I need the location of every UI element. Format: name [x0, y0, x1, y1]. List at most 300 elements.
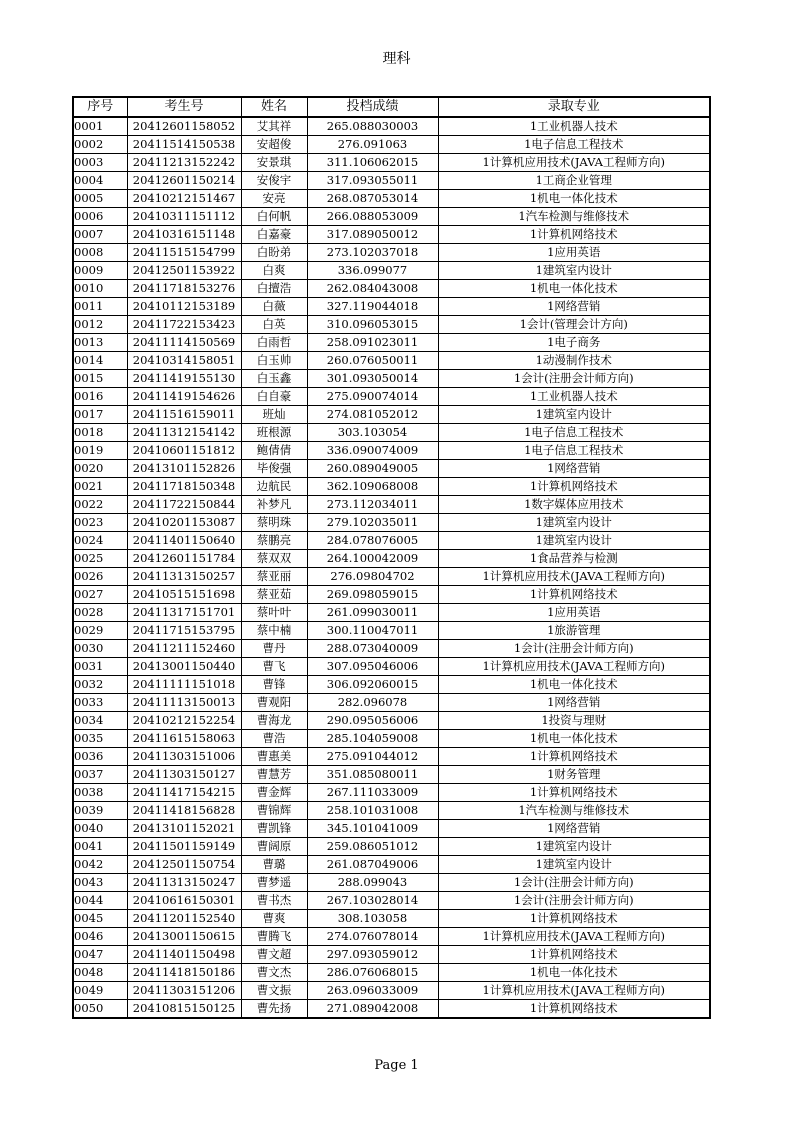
- cell-name: 白何帆: [241, 208, 307, 226]
- cell-major: 1电子信息工程技术: [438, 136, 710, 154]
- cell-name: 白擅浩: [241, 280, 307, 298]
- cell-name: 白盼弟: [241, 244, 307, 262]
- table-row: [73, 442, 710, 460]
- cell-exam-id: 20411718153276: [127, 280, 241, 298]
- cell-exam-id: 20412601158052: [127, 117, 241, 136]
- table-row: [73, 892, 710, 910]
- cell-name: 曹文杰: [241, 964, 307, 982]
- cell-exam-id: 20411419155130: [127, 370, 241, 388]
- cell-seq: 0034: [73, 712, 127, 730]
- admission-table: [72, 96, 711, 1019]
- cell-major: 1计算机应用技术(JAVA工程师方向): [438, 154, 710, 172]
- table-row: [73, 316, 710, 334]
- table-row: [73, 117, 710, 136]
- cell-name: 安超俊: [241, 136, 307, 154]
- cell-seq: 0001: [73, 117, 127, 136]
- cell-major: 1机电一体化技术: [438, 730, 710, 748]
- cell-seq: 0036: [73, 748, 127, 766]
- table-row: [73, 496, 710, 514]
- cell-score: 307.095046006: [307, 658, 438, 676]
- cell-score: 301.093050014: [307, 370, 438, 388]
- cell-name: 曹锦辉: [241, 802, 307, 820]
- table-body: [73, 117, 710, 1018]
- table-row: [73, 406, 710, 424]
- cell-seq: 0008: [73, 244, 127, 262]
- cell-major: 1计算机应用技术(JAVA工程师方向): [438, 982, 710, 1000]
- cell-exam-id: 20413001150440: [127, 658, 241, 676]
- table-row: [73, 478, 710, 496]
- cell-major: 1网络营销: [438, 460, 710, 478]
- cell-score: 286.076068015: [307, 964, 438, 982]
- cell-major: 1计算机网络技术: [438, 748, 710, 766]
- cell-exam-id: 20411317151701: [127, 604, 241, 622]
- cell-score: 264.100042009: [307, 550, 438, 568]
- table-row: [73, 172, 710, 190]
- cell-score: 336.099077: [307, 262, 438, 280]
- cell-exam-id: 20410112153189: [127, 298, 241, 316]
- table-row: [73, 982, 710, 1000]
- cell-major: 1建筑室内设计: [438, 406, 710, 424]
- table-row: [73, 622, 710, 640]
- cell-major: 1机电一体化技术: [438, 190, 710, 208]
- cell-seq: 0038: [73, 784, 127, 802]
- cell-seq: 0006: [73, 208, 127, 226]
- cell-major: 1财务管理: [438, 766, 710, 784]
- cell-seq: 0010: [73, 280, 127, 298]
- table-row: [73, 838, 710, 856]
- cell-seq: 0048: [73, 964, 127, 982]
- cell-seq: 0049: [73, 982, 127, 1000]
- cell-major: 1机电一体化技术: [438, 964, 710, 982]
- cell-major: 1机电一体化技术: [438, 280, 710, 298]
- cell-score: 262.084043008: [307, 280, 438, 298]
- cell-seq: 0019: [73, 442, 127, 460]
- cell-score: 285.104059008: [307, 730, 438, 748]
- cell-seq: 0047: [73, 946, 127, 964]
- table-row: [73, 514, 710, 532]
- cell-name: 白薇: [241, 298, 307, 316]
- cell-score: 279.102035011: [307, 514, 438, 532]
- cell-exam-id: 20413101152021: [127, 820, 241, 838]
- cell-exam-id: 20412501153922: [127, 262, 241, 280]
- cell-seq: 0044: [73, 892, 127, 910]
- cell-seq: 0043: [73, 874, 127, 892]
- cell-name: 曹阔原: [241, 838, 307, 856]
- table-row: [73, 208, 710, 226]
- cell-exam-id: 20411715153795: [127, 622, 241, 640]
- cell-score: 261.087049006: [307, 856, 438, 874]
- cell-major: 1电子信息工程技术: [438, 424, 710, 442]
- cell-major: 1动漫制作技术: [438, 352, 710, 370]
- cell-score: 273.112034011: [307, 496, 438, 514]
- cell-score: 258.101031008: [307, 802, 438, 820]
- cell-seq: 0005: [73, 190, 127, 208]
- cell-exam-id: 20410201153087: [127, 514, 241, 532]
- cell-major: 1会计(注册会计师方向): [438, 370, 710, 388]
- cell-major: 1工业机器人技术: [438, 117, 710, 136]
- cell-major: 1计算机网络技术: [438, 946, 710, 964]
- cell-exam-id: 20411113150013: [127, 694, 241, 712]
- cell-major: 1计算机网络技术: [438, 910, 710, 928]
- table-row: [73, 370, 710, 388]
- cell-major: 1计算机网络技术: [438, 586, 710, 604]
- cell-name: 艾其祥: [241, 117, 307, 136]
- table-row: [73, 910, 710, 928]
- cell-exam-id: 20412501150754: [127, 856, 241, 874]
- cell-score: 310.096053015: [307, 316, 438, 334]
- cell-exam-id: 20411418150186: [127, 964, 241, 982]
- cell-score: 276.09804702: [307, 568, 438, 586]
- cell-name: 曹惠美: [241, 748, 307, 766]
- table-row: [73, 298, 710, 316]
- cell-major: 1网络营销: [438, 820, 710, 838]
- table-row: [73, 712, 710, 730]
- table-row: [73, 802, 710, 820]
- cell-name: 曹金辉: [241, 784, 307, 802]
- cell-exam-id: 20411303150127: [127, 766, 241, 784]
- cell-score: 297.093059012: [307, 946, 438, 964]
- cell-exam-id: 20411417154215: [127, 784, 241, 802]
- cell-score: 268.087053014: [307, 190, 438, 208]
- cell-seq: 0032: [73, 676, 127, 694]
- cell-score: 275.090074014: [307, 388, 438, 406]
- cell-major: 1网络营销: [438, 298, 710, 316]
- cell-seq: 0020: [73, 460, 127, 478]
- table-row: [73, 820, 710, 838]
- table-row: [73, 856, 710, 874]
- cell-name: 白英: [241, 316, 307, 334]
- table-row: [73, 424, 710, 442]
- cell-seq: 0012: [73, 316, 127, 334]
- cell-major: 1会计(注册会计师方向): [438, 892, 710, 910]
- table-row: [73, 568, 710, 586]
- cell-exam-id: 20410815150125: [127, 1000, 241, 1019]
- cell-name: 曹飞: [241, 658, 307, 676]
- table-row: [73, 190, 710, 208]
- cell-exam-id: 20411615158063: [127, 730, 241, 748]
- cell-major: 1汽车检测与维修技术: [438, 802, 710, 820]
- cell-major: 1网络营销: [438, 694, 710, 712]
- cell-name: 蔡明珠: [241, 514, 307, 532]
- cell-major: 1工业机器人技术: [438, 388, 710, 406]
- cell-seq: 0046: [73, 928, 127, 946]
- cell-score: 261.099030011: [307, 604, 438, 622]
- table-row: [73, 136, 710, 154]
- cell-exam-id: 20411401150640: [127, 532, 241, 550]
- cell-score: 282.096078: [307, 694, 438, 712]
- cell-seq: 0014: [73, 352, 127, 370]
- cell-name: 蔡中楠: [241, 622, 307, 640]
- cell-seq: 0003: [73, 154, 127, 172]
- cell-major: 1会计(管理会计方向): [438, 316, 710, 334]
- cell-exam-id: 20411514150538: [127, 136, 241, 154]
- cell-name: 曹先扬: [241, 1000, 307, 1019]
- cell-exam-id: 20411114150569: [127, 334, 241, 352]
- cell-seq: 0023: [73, 514, 127, 532]
- cell-score: 260.076050011: [307, 352, 438, 370]
- table-row: [73, 604, 710, 622]
- cell-exam-id: 20410316151148: [127, 226, 241, 244]
- cell-name: 曹锋: [241, 676, 307, 694]
- cell-name: 曹凯锋: [241, 820, 307, 838]
- cell-seq: 0037: [73, 766, 127, 784]
- cell-name: 鲍倩倩: [241, 442, 307, 460]
- cell-exam-id: 20411401150498: [127, 946, 241, 964]
- cell-score: 276.091063: [307, 136, 438, 154]
- cell-score: 265.088030003: [307, 117, 438, 136]
- cell-exam-id: 20411313150247: [127, 874, 241, 892]
- cell-name: 毕俊强: [241, 460, 307, 478]
- cell-name: 白爽: [241, 262, 307, 280]
- cell-name: 安亮: [241, 190, 307, 208]
- cell-name: 班灿: [241, 406, 307, 424]
- cell-exam-id: 20411419154626: [127, 388, 241, 406]
- cell-name: 白自豪: [241, 388, 307, 406]
- cell-seq: 0016: [73, 388, 127, 406]
- header-name: 姓名: [241, 97, 307, 117]
- cell-seq: 0041: [73, 838, 127, 856]
- cell-seq: 0002: [73, 136, 127, 154]
- table-row: [73, 784, 710, 802]
- cell-seq: 0017: [73, 406, 127, 424]
- cell-exam-id: 20410212152254: [127, 712, 241, 730]
- table-row: [73, 1000, 710, 1019]
- cell-name: 曹文振: [241, 982, 307, 1000]
- cell-exam-id: 20411303151206: [127, 982, 241, 1000]
- cell-score: 345.101041009: [307, 820, 438, 838]
- cell-seq: 0029: [73, 622, 127, 640]
- cell-seq: 0021: [73, 478, 127, 496]
- cell-score: 273.102037018: [307, 244, 438, 262]
- cell-score: 290.095056006: [307, 712, 438, 730]
- cell-exam-id: 20412601151784: [127, 550, 241, 568]
- cell-seq: 0024: [73, 532, 127, 550]
- cell-exam-id: 20411418156828: [127, 802, 241, 820]
- table-row: [73, 676, 710, 694]
- header-major: 录取专业: [438, 97, 710, 117]
- cell-major: 1建筑室内设计: [438, 838, 710, 856]
- cell-seq: 0031: [73, 658, 127, 676]
- cell-score: 259.086051012: [307, 838, 438, 856]
- cell-major: 1会计(注册会计师方向): [438, 640, 710, 658]
- cell-major: 1计算机网络技术: [438, 478, 710, 496]
- cell-score: 300.110047011: [307, 622, 438, 640]
- cell-name: 蔡亚茹: [241, 586, 307, 604]
- cell-exam-id: 20411515154799: [127, 244, 241, 262]
- table-row: [73, 154, 710, 172]
- cell-exam-id: 20411303151006: [127, 748, 241, 766]
- table-row: [73, 352, 710, 370]
- cell-score: 317.093055011: [307, 172, 438, 190]
- cell-major: 1汽车检测与维修技术: [438, 208, 710, 226]
- cell-name: 边航民: [241, 478, 307, 496]
- cell-exam-id: 20411516159011: [127, 406, 241, 424]
- cell-score: 362.109068008: [307, 478, 438, 496]
- cell-score: 303.103054: [307, 424, 438, 442]
- cell-name: 蔡双双: [241, 550, 307, 568]
- cell-seq: 0004: [73, 172, 127, 190]
- cell-major: 1建筑室内设计: [438, 532, 710, 550]
- table-row: [73, 658, 710, 676]
- cell-score: 260.089049005: [307, 460, 438, 478]
- cell-score: 263.096033009: [307, 982, 438, 1000]
- cell-name: 曹腾飞: [241, 928, 307, 946]
- cell-major: 1数字媒体应用技术: [438, 496, 710, 514]
- cell-name: 白玉帅: [241, 352, 307, 370]
- cell-major: 1食品营养与检测: [438, 550, 710, 568]
- table-row: [73, 766, 710, 784]
- cell-name: 安俊宇: [241, 172, 307, 190]
- cell-score: 275.091044012: [307, 748, 438, 766]
- cell-name: 蔡鹏亮: [241, 532, 307, 550]
- cell-seq: 0030: [73, 640, 127, 658]
- cell-seq: 0027: [73, 586, 127, 604]
- cell-exam-id: 20412601150214: [127, 172, 241, 190]
- cell-exam-id: 20410314158051: [127, 352, 241, 370]
- cell-name: 安景琪: [241, 154, 307, 172]
- header-score: 投档成绩: [307, 97, 438, 117]
- header-seq: 序号: [73, 97, 127, 117]
- table-row: [73, 388, 710, 406]
- cell-seq: 0022: [73, 496, 127, 514]
- cell-major: 1工商企业管理: [438, 172, 710, 190]
- cell-major: 1投资与理财: [438, 712, 710, 730]
- cell-seq: 0025: [73, 550, 127, 568]
- table-row: [73, 586, 710, 604]
- cell-exam-id: 20410311151112: [127, 208, 241, 226]
- cell-score: 327.119044018: [307, 298, 438, 316]
- header-exam-id: 考生号: [127, 97, 241, 117]
- cell-exam-id: 20411312154142: [127, 424, 241, 442]
- cell-seq: 0018: [73, 424, 127, 442]
- cell-score: 266.088053009: [307, 208, 438, 226]
- cell-major: 1建筑室内设计: [438, 262, 710, 280]
- cell-name: 曹慧芳: [241, 766, 307, 784]
- table-header-row: [73, 97, 710, 117]
- cell-major: 1建筑室内设计: [438, 856, 710, 874]
- cell-score: 269.098059015: [307, 586, 438, 604]
- cell-score: 274.081052012: [307, 406, 438, 424]
- cell-score: 311.106062015: [307, 154, 438, 172]
- cell-exam-id: 20411213152242: [127, 154, 241, 172]
- page-footer: Page 1: [374, 1058, 419, 1073]
- cell-score: 308.103058: [307, 910, 438, 928]
- cell-major: 1计算机应用技术(JAVA工程师方向): [438, 928, 710, 946]
- cell-name: 曹浩: [241, 730, 307, 748]
- cell-major: 1计算机网络技术: [438, 784, 710, 802]
- cell-major: 1计算机应用技术(JAVA工程师方向): [438, 568, 710, 586]
- cell-exam-id: 20413001150615: [127, 928, 241, 946]
- cell-seq: 0007: [73, 226, 127, 244]
- cell-major: 1电子商务: [438, 334, 710, 352]
- table-row: [73, 460, 710, 478]
- cell-name: 白嘉豪: [241, 226, 307, 244]
- cell-exam-id: 20413101152826: [127, 460, 241, 478]
- cell-score: 258.091023011: [307, 334, 438, 352]
- cell-seq: 0015: [73, 370, 127, 388]
- cell-name: 蔡叶叶: [241, 604, 307, 622]
- cell-name: 白雨哲: [241, 334, 307, 352]
- cell-exam-id: 20411211152460: [127, 640, 241, 658]
- cell-major: 1应用英语: [438, 244, 710, 262]
- page-title: 理科: [382, 51, 411, 67]
- cell-score: 271.089042008: [307, 1000, 438, 1019]
- cell-score: 267.111033009: [307, 784, 438, 802]
- table-row: [73, 640, 710, 658]
- cell-seq: 0042: [73, 856, 127, 874]
- cell-exam-id: 20411722153423: [127, 316, 241, 334]
- cell-name: 白玉鑫: [241, 370, 307, 388]
- cell-exam-id: 20411718150348: [127, 478, 241, 496]
- cell-exam-id: 20411501159149: [127, 838, 241, 856]
- cell-score: 351.085080011: [307, 766, 438, 784]
- cell-major: 1旅游管理: [438, 622, 710, 640]
- cell-name: 曹文超: [241, 946, 307, 964]
- table-row: [73, 928, 710, 946]
- table-row: [73, 532, 710, 550]
- cell-major: 1会计(注册会计师方向): [438, 874, 710, 892]
- cell-major: 1计算机网络技术: [438, 1000, 710, 1019]
- table-row: [73, 550, 710, 568]
- table-row: [73, 964, 710, 982]
- table-row: [73, 226, 710, 244]
- cell-exam-id: 20411111151018: [127, 676, 241, 694]
- cell-seq: 0040: [73, 820, 127, 838]
- cell-name: 曹丹: [241, 640, 307, 658]
- cell-seq: 0009: [73, 262, 127, 280]
- cell-exam-id: 20411722150844: [127, 496, 241, 514]
- cell-major: 1计算机应用技术(JAVA工程师方向): [438, 658, 710, 676]
- cell-score: 306.092060015: [307, 676, 438, 694]
- cell-seq: 0033: [73, 694, 127, 712]
- cell-name: 曹璐: [241, 856, 307, 874]
- cell-name: 曹海龙: [241, 712, 307, 730]
- table-row: [73, 946, 710, 964]
- cell-exam-id: 20411201152540: [127, 910, 241, 928]
- table-row: [73, 694, 710, 712]
- cell-seq: 0045: [73, 910, 127, 928]
- cell-name: 班根源: [241, 424, 307, 442]
- cell-name: 补梦凡: [241, 496, 307, 514]
- table-row: [73, 748, 710, 766]
- cell-major: 1应用英语: [438, 604, 710, 622]
- cell-exam-id: 20411313150257: [127, 568, 241, 586]
- table-row: [73, 334, 710, 352]
- cell-major: 1电子信息工程技术: [438, 442, 710, 460]
- cell-seq: 0026: [73, 568, 127, 586]
- cell-seq: 0039: [73, 802, 127, 820]
- table-row: [73, 280, 710, 298]
- cell-exam-id: 20410616150301: [127, 892, 241, 910]
- cell-name: 蔡亚丽: [241, 568, 307, 586]
- cell-score: 317.089050012: [307, 226, 438, 244]
- table-row: [73, 262, 710, 280]
- cell-name: 曹观阳: [241, 694, 307, 712]
- cell-score: 274.076078014: [307, 928, 438, 946]
- cell-score: 288.099043: [307, 874, 438, 892]
- cell-exam-id: 20410212151467: [127, 190, 241, 208]
- table-row: [73, 244, 710, 262]
- cell-seq: 0035: [73, 730, 127, 748]
- cell-name: 曹梦遥: [241, 874, 307, 892]
- cell-score: 284.078076005: [307, 532, 438, 550]
- cell-exam-id: 20410515151698: [127, 586, 241, 604]
- cell-score: 336.090074009: [307, 442, 438, 460]
- cell-seq: 0011: [73, 298, 127, 316]
- cell-major: 1建筑室内设计: [438, 514, 710, 532]
- cell-major: 1机电一体化技术: [438, 676, 710, 694]
- cell-seq: 0028: [73, 604, 127, 622]
